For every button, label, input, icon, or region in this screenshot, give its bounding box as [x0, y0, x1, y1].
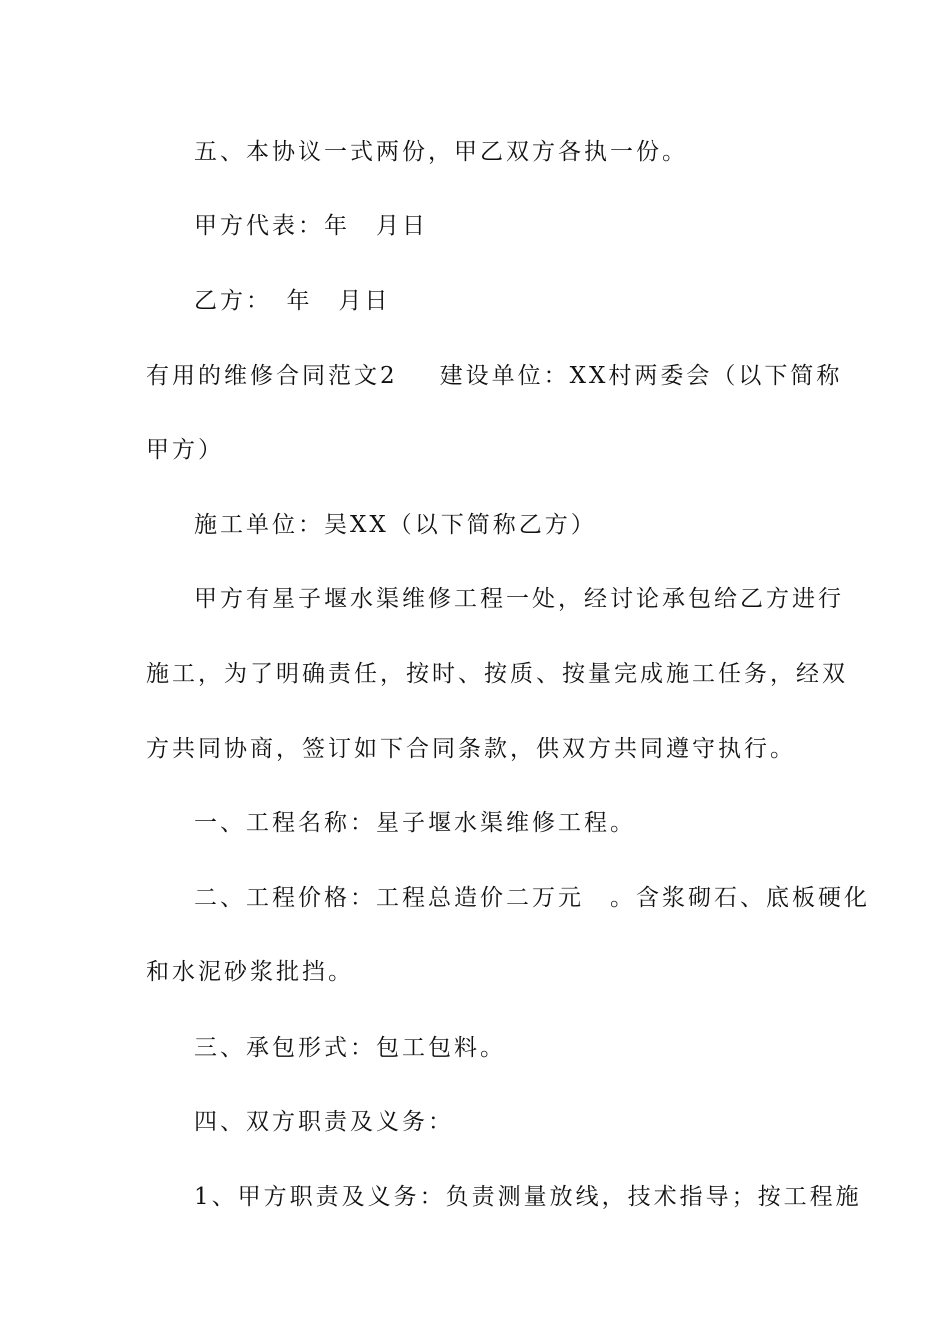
clause-three-contract-form: 三、承包形式：包工包料。: [194, 1035, 506, 1061]
construction-owner-continued: 甲方）: [146, 437, 224, 463]
clause-four-item-one: 1、甲方职责及义务：负责测量放线，技术指导；按工程施: [194, 1184, 862, 1210]
contractor-line: 施工单位：吴XX（以下简称乙方）: [194, 512, 597, 538]
clause-one-project-name: 一、工程名称：星子堰水渠维修工程。: [194, 810, 636, 836]
clause-two-price-line-1: 二、工程价格：工程总造价二万元 。含浆砌石、底板硬化: [194, 885, 870, 911]
clause-two-price-line-2: 和水泥砂浆批挡。: [146, 959, 354, 985]
party-b-signature-line: 乙方： 年 月日: [194, 288, 391, 314]
section-title-row: [146, 361, 843, 391]
party-a-signature-line: 甲方代表：年 月日: [194, 213, 428, 239]
intro-paragraph-line-2: 施工，为了明确责任，按时、按质、按量完成施工任务，经双: [146, 661, 848, 687]
clause-five-copies: 五、本协议一式两份，甲乙双方各执一份。: [194, 139, 688, 165]
intro-paragraph-line-3: 方共同协商，签订如下合同条款，供双方共同遵守执行。: [146, 736, 796, 762]
section-title: 有用的维修合同范文2: [146, 363, 398, 389]
construction-owner-line: 建设单位：XX村两委会（以下简称: [439, 363, 843, 389]
intro-paragraph-line-1: 甲方有星子堰水渠维修工程一处，经讨论承包给乙方进行: [194, 586, 844, 612]
clause-four-duties: 四、双方职责及义务：: [194, 1109, 454, 1135]
